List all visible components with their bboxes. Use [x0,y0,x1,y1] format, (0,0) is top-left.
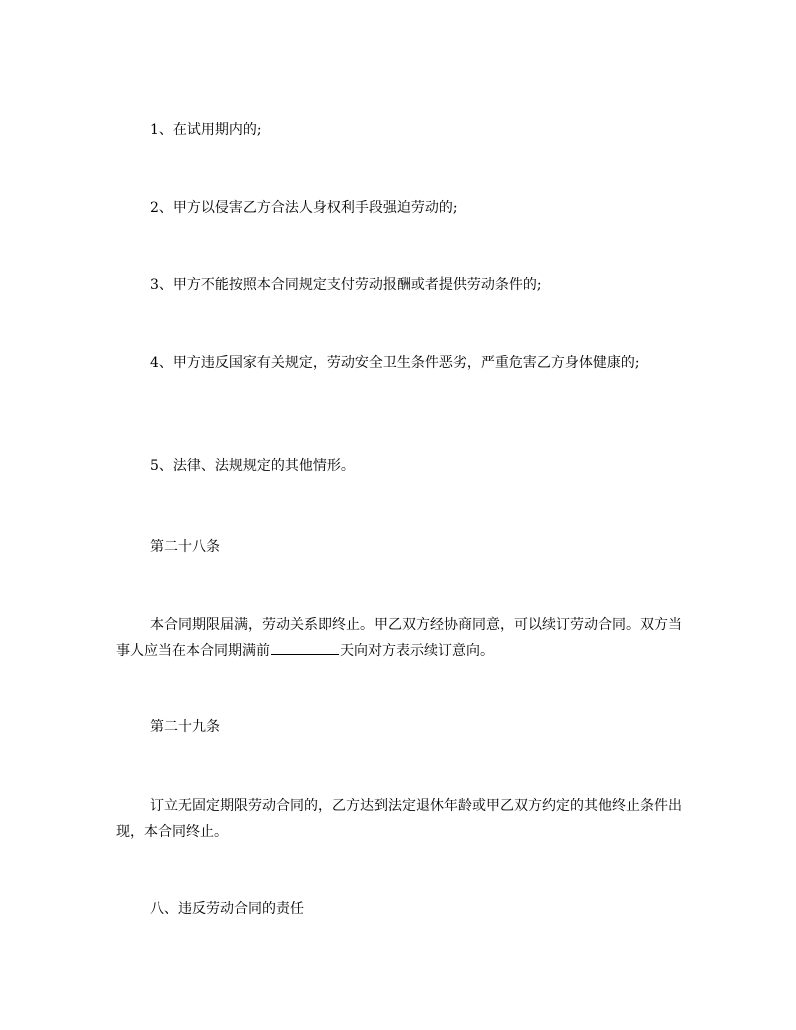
clause-item-4: 4、甲方违反国家有关规定，劳动安全卫生条件恶劣，严重危害乙方身体健康的; [150,355,640,371]
article-28-body [116,612,686,664]
article-28-heading: 第二十八条 [150,539,220,555]
clause-item-1: 1、在试用期内的; [150,122,262,138]
section-8-heading: 八、违反劳动合同的责任 [150,901,304,917]
article-28-text-after-blank: 天向对方表示续订意向。 [340,643,494,659]
article-28-text-before-blank: 本合同期限届满，劳动关系即终止。甲乙双方经协商同意，可以续订劳动合同。双方当事人应当在本合同期满前 [116,617,682,659]
article-29-heading: 第二十九条 [150,719,220,735]
fill-in-blank-days [271,640,339,655]
article-29-body: 订立无固定期限劳动合同的，乙方达到法定退休年龄或甲乙双方约定的其他终止条件出现，本合同终止。 [116,798,682,840]
clause-item-5: 5、法律、法规规定的其他情形。 [150,458,355,474]
clause-item-2: 2、甲方以侵害乙方合法人身权利手段强迫劳动的; [150,200,458,216]
clause-item-3: 3、甲方不能按照本合同规定支付劳动报酬或者提供劳动条件的; [150,277,542,293]
